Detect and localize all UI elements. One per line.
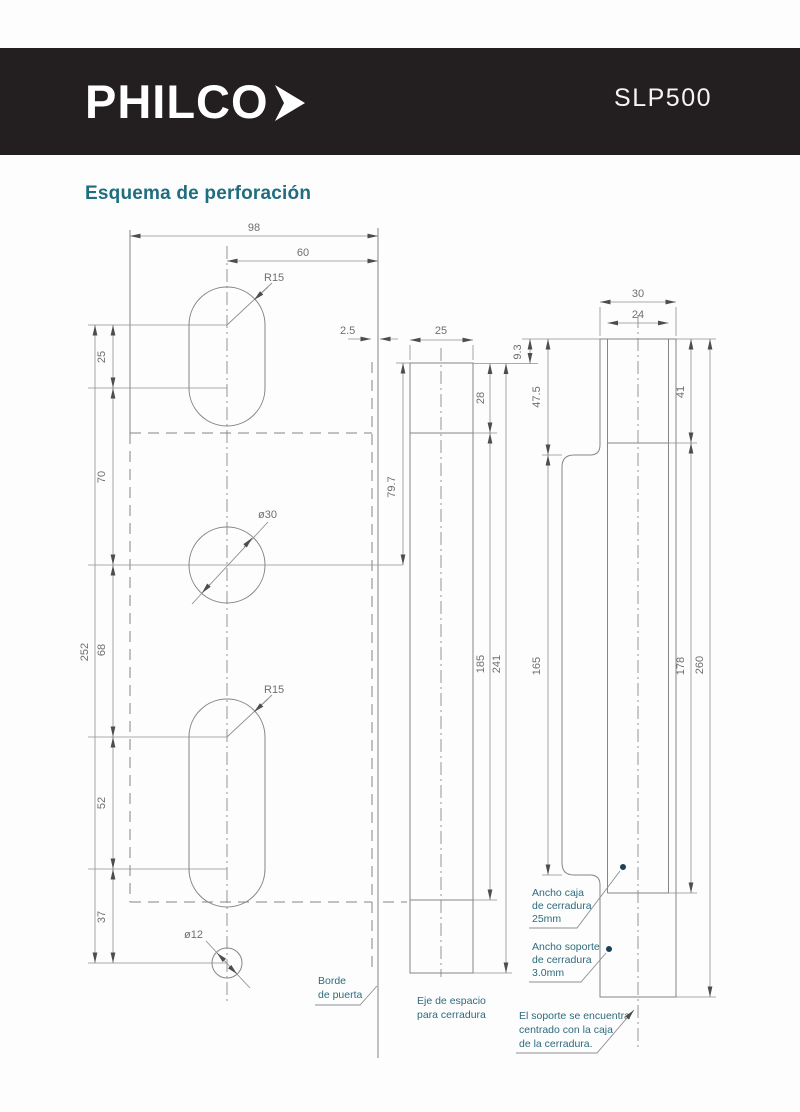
r15-top-arrow [254, 287, 268, 300]
dia12-arrow-b [231, 968, 237, 974]
note-door-edge-1: Borde [318, 975, 347, 987]
dim-dia12: ø12 [184, 929, 203, 941]
model-label: SLP500 [614, 84, 712, 112]
right-view [512, 288, 716, 1053]
dim-37: 37 [96, 910, 108, 924]
box-width-leader-dot [620, 864, 626, 870]
dim-165: 165 [531, 656, 543, 676]
dim-260: 260 [694, 655, 706, 675]
note-box-width-1: Ancho caja [532, 887, 584, 899]
mortise-pocket-outline [410, 363, 473, 973]
dim-dia30: ø30 [258, 509, 277, 521]
note-support-width-2: de cerradura [532, 954, 592, 966]
dim-47-5: 47.5 [531, 386, 543, 408]
note-axis-1: Eje de espacio [417, 995, 486, 1007]
note-axis-2: para cerradura [417, 1009, 486, 1021]
dim-52: 52 [96, 796, 108, 810]
left-view [79, 222, 407, 1058]
dim-28: 28 [475, 391, 487, 405]
middle-view [340, 325, 538, 1021]
brand-name: PHILCO [85, 74, 269, 128]
dim-9-3: 9.3 [512, 344, 524, 360]
dim-24: 24 [631, 309, 645, 321]
dim-252: 252 [79, 642, 91, 662]
support-width-leader-dot [606, 946, 612, 952]
dim-241: 241 [491, 654, 503, 674]
dia12-arrow-a [217, 953, 223, 959]
note-support-width-3: 3.0mm [532, 967, 565, 979]
dia30-arrow-b [202, 584, 210, 593]
page-title: Esquema de perforación [85, 183, 312, 204]
dim-70: 70 [96, 470, 108, 484]
note-box-width-2: de cerradura [532, 900, 592, 912]
dim-25w: 25 [434, 325, 448, 337]
note-door-edge-2: de puerta [318, 989, 363, 1001]
dim-60: 60 [296, 247, 310, 259]
note-centered-2: centrado con la caja [519, 1024, 613, 1036]
note-centered-1: El soporte se encuentra [519, 1010, 630, 1022]
note-support-width-1: Ancho soporte [532, 941, 600, 953]
dim-178: 178 [675, 656, 687, 676]
dim-2-5: 2.5 [340, 325, 356, 337]
r15-bottom-arrow [254, 699, 268, 712]
dim-r15-bottom: R15 [264, 684, 285, 696]
dim-r15-top: R15 [264, 272, 285, 284]
dim-185: 185 [475, 654, 487, 674]
dim-30: 30 [631, 288, 645, 300]
dim-41: 41 [675, 385, 687, 399]
dim-68: 68 [96, 643, 108, 657]
reference-lines [88, 325, 403, 963]
dim-98: 98 [247, 222, 261, 234]
dim-79-7: 79.7 [386, 476, 398, 498]
note-centered-3: de la cerradura. [519, 1038, 593, 1050]
dim-25: 25 [96, 350, 108, 364]
note-box-width-3: 25mm [532, 913, 562, 925]
dia30-arrow-a [244, 538, 252, 547]
